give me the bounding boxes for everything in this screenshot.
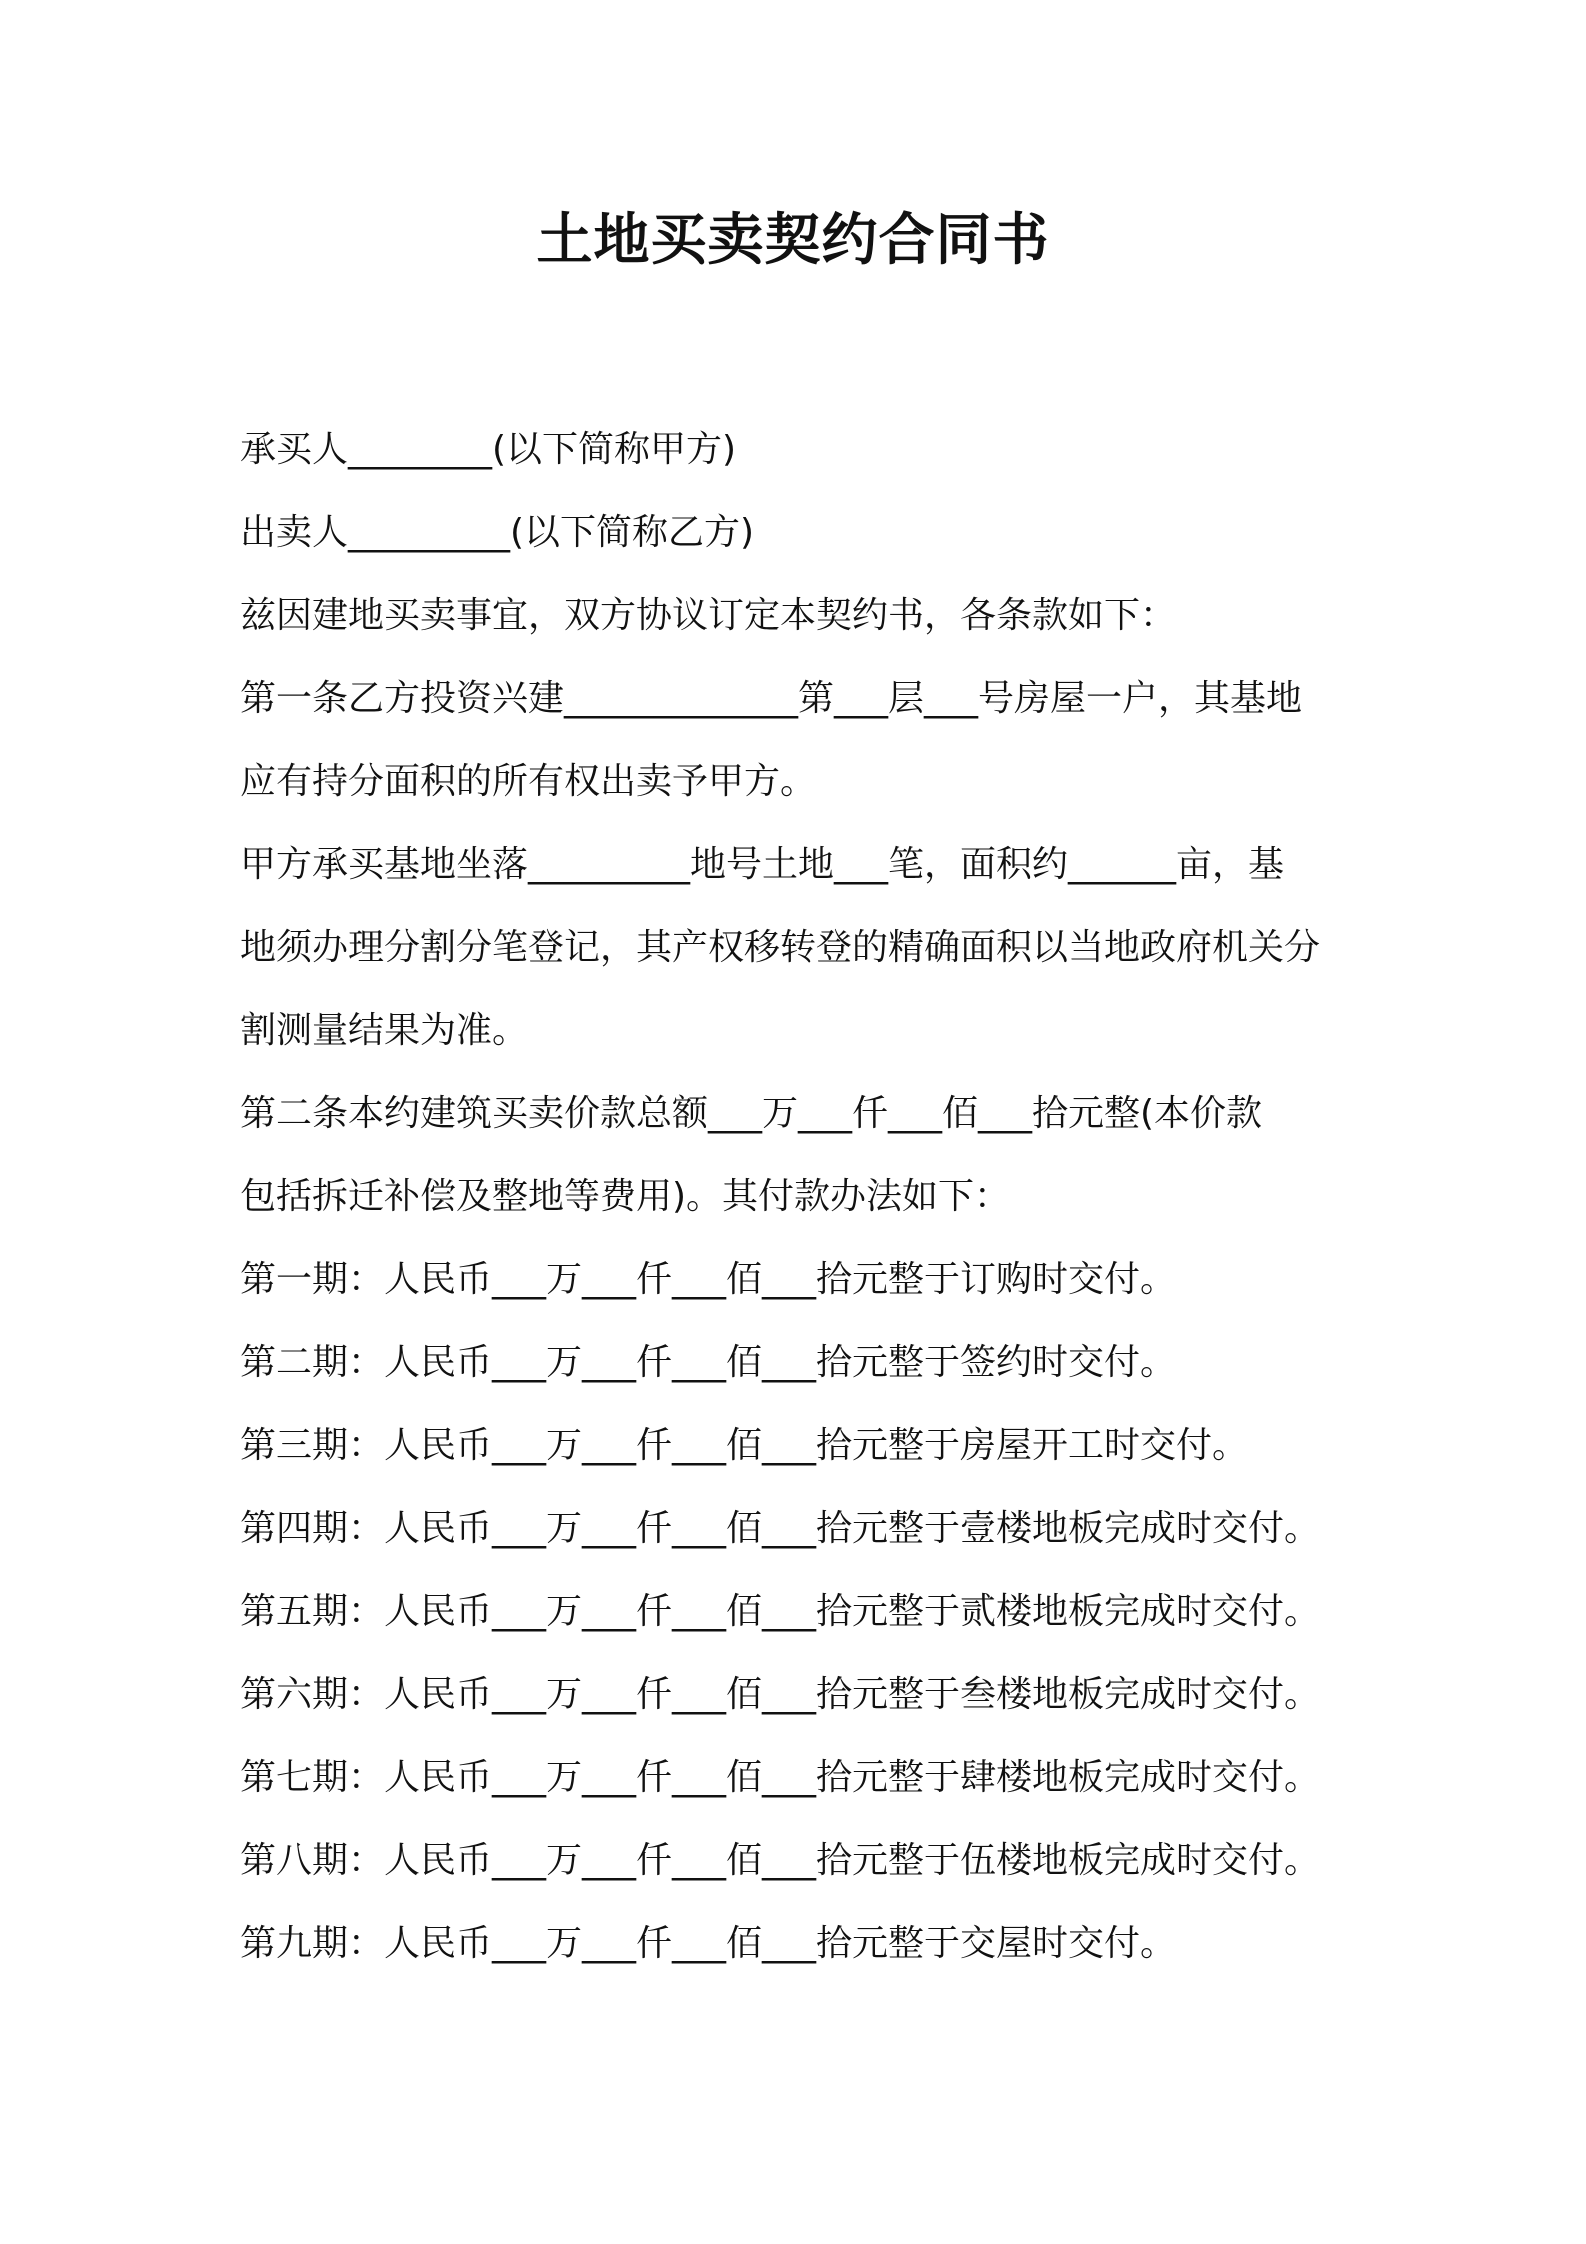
article-2-line-2: 包括拆迁补偿及整地等费用)。其付款办法如下： [240, 1176, 1011, 1217]
article-1-line-2: 应有持分面积的所有权出卖予甲方。 [240, 761, 817, 802]
payment-period-4: 第四期：人民币___万___仟___佰___拾元整于壹楼地板完成时交付。 [240, 1508, 1321, 1549]
payment-period-7: 第七期：人民币___万___仟___佰___拾元整于肆楼地板完成时交付。 [240, 1757, 1321, 1798]
payment-period-5: 第五期：人民币___万___仟___佰___拾元整于贰楼地板完成时交付。 [240, 1591, 1321, 1632]
payment-period-2: 第二期：人民币___万___仟___佰___拾元整于签约时交付。 [240, 1342, 1177, 1383]
payment-period-3: 第三期：人民币___万___仟___佰___拾元整于房屋开工时交付。 [240, 1425, 1249, 1466]
document-body [240, 408, 1390, 1985]
document-title: 土地买卖契约合同书 [536, 208, 1050, 273]
payment-period-6: 第六期：人民币___万___仟___佰___拾元整于叁楼地板完成时交付。 [240, 1674, 1321, 1715]
payment-period-9: 第九期：人民币___万___仟___佰___拾元整于交屋时交付。 [240, 1923, 1177, 1964]
payment-period-8: 第八期：人民币___万___仟___佰___拾元整于伍楼地板完成时交付。 [240, 1840, 1321, 1881]
land-location-line-2: 地须办理分割分笔登记，其产权移转登的精确面积以当地政府机关分 [240, 927, 1321, 968]
buyer-line: 承买人________(以下简称甲方) [240, 429, 737, 470]
article-2-line-1: 第二条本约建筑买卖价款总额___万___仟___佰___拾元整(本价款 [240, 1093, 1263, 1134]
article-1-line-1: 第一条乙方投资兴建_____________第___层___号房屋一户，其基地 [240, 678, 1303, 719]
payment-period-1: 第一期：人民币___万___仟___佰___拾元整于订购时交付。 [240, 1259, 1177, 1300]
preamble-line: 兹因建地买卖事宜，双方协议订定本契约书，各条款如下： [240, 595, 1177, 636]
land-location-line-1: 甲方承买基地坐落_________地号土地___笔，面积约______亩，基 [240, 844, 1285, 885]
seller-line: 出卖人_________(以下简称乙方) [240, 512, 755, 553]
land-location-line-3: 割测量结果为准。 [240, 1010, 529, 1051]
